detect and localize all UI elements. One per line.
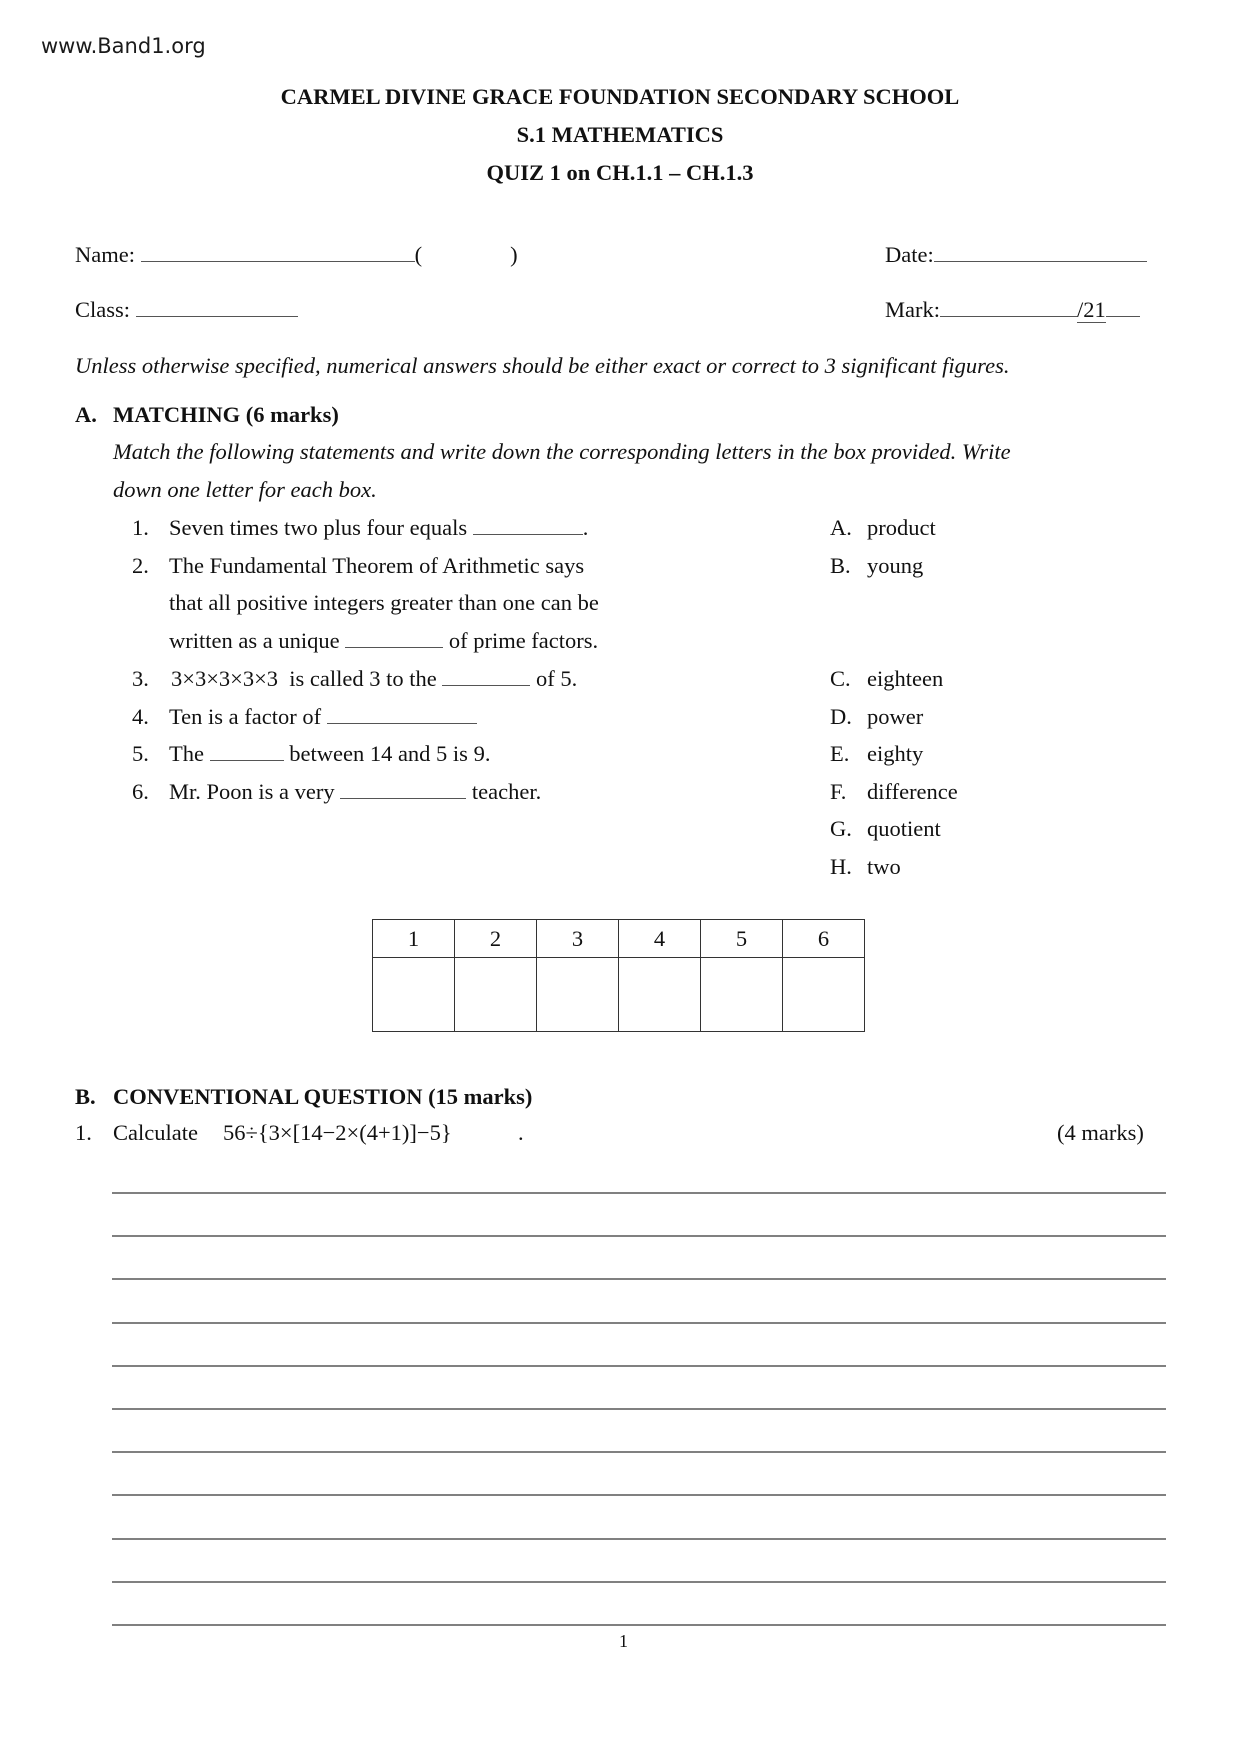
date-label: Date:: [885, 242, 934, 267]
question-1-text: [169, 517, 588, 540]
option-h-word: two: [867, 854, 901, 879]
option-d-letter: D.: [830, 704, 852, 729]
option-e-word: eighty: [867, 741, 924, 766]
option-f-word: difference: [867, 779, 958, 804]
question-3-expression: 3×3×3×3×3: [171, 666, 279, 691]
mark-field-row: [885, 299, 1140, 322]
answer-box-2[interactable]: [455, 958, 537, 1032]
question-5-blank: [210, 759, 284, 761]
option-b: [830, 553, 924, 578]
question-1-number: 1.: [132, 515, 149, 540]
answer-line[interactable]: [112, 1322, 1166, 1324]
question-3-stem: is called 3 to the: [289, 666, 437, 691]
answer-table-header: 3: [537, 920, 619, 958]
question-4-number: 4.: [132, 704, 149, 729]
option-c: [830, 666, 944, 691]
class-number-close-paren: ): [510, 242, 518, 267]
question-6-end: teacher.: [471, 779, 542, 804]
question-2-line-3: [169, 630, 598, 653]
question-1-blank: [473, 533, 583, 535]
question-2-stem: written as a unique: [169, 628, 340, 653]
answer-table-box-row: [373, 958, 865, 1032]
page-number: 1: [619, 1631, 628, 1651]
answer-line[interactable]: [112, 1192, 1166, 1194]
general-instruction: Unless otherwise specified, numerical answers should be either exact or correct to 3 significant figures.: [75, 353, 1010, 378]
section-b-heading: [75, 1084, 533, 1109]
question-3-blank: [442, 684, 530, 686]
question-2-line-2: that all positive integers greater than one can be: [169, 590, 599, 615]
name-label: Name:: [75, 242, 135, 267]
question-3-number: 3.: [132, 666, 149, 691]
section-a-letter: A.: [75, 402, 97, 427]
question-6-stem: Mr. Poon is a very: [169, 779, 335, 804]
question-4-blank: [327, 722, 477, 724]
option-g-letter: G.: [830, 816, 852, 841]
date-input-line[interactable]: [934, 260, 1147, 262]
section-b-q1-number: 1.: [75, 1120, 92, 1145]
question-2-number: 2.: [132, 553, 149, 578]
section-b-title: CONVENTIONAL QUESTION (15 marks): [113, 1084, 533, 1109]
answer-line[interactable]: [112, 1494, 1166, 1496]
mark-label: Mark:: [885, 297, 940, 322]
option-b-letter: B.: [830, 553, 851, 578]
section-b-q1-expression: 56÷{3×[14−2×(4+1)]−5}: [223, 1120, 452, 1145]
school-name: CARMEL DIVINE GRACE FOUNDATION SECONDARY SCHOOL: [280, 84, 960, 109]
class-label: Class:: [75, 297, 131, 322]
answer-table-header: 5: [701, 920, 783, 958]
answer-line[interactable]: [112, 1235, 1166, 1237]
option-h-letter: H.: [830, 854, 852, 879]
answer-box-5[interactable]: [701, 958, 783, 1032]
answer-line[interactable]: [112, 1538, 1166, 1540]
subject-title: S.1 MATHEMATICS: [516, 122, 724, 147]
section-b-question-1: [75, 1120, 524, 1145]
question-2-end: of prime factors.: [448, 628, 599, 653]
section-a-instruction-line-2: down one letter for each box.: [113, 477, 377, 502]
answer-box-6[interactable]: [783, 958, 865, 1032]
answer-table-header: 2: [455, 920, 537, 958]
quiz-title: QUIZ 1 on CH.1.1 – CH.1.3: [486, 160, 754, 185]
section-b-q1-period: .: [518, 1120, 524, 1145]
answer-line[interactable]: [112, 1451, 1166, 1453]
question-5-stem: The: [169, 741, 204, 766]
option-a: [830, 515, 936, 540]
option-g-word: quotient: [867, 816, 941, 841]
class-input-line[interactable]: [136, 315, 298, 317]
watermark-logo-text: www.Band1.org: [41, 34, 206, 58]
question-4-text: [169, 706, 477, 729]
question-5-text: [169, 743, 490, 766]
question-5-number: 5.: [132, 741, 149, 766]
answer-table-header-row: [373, 920, 865, 958]
answer-line[interactable]: [112, 1624, 1166, 1626]
section-b-q1-prompt: Calculate: [113, 1120, 198, 1145]
option-c-letter: C.: [830, 666, 851, 691]
answer-line[interactable]: [112, 1365, 1166, 1367]
answer-table-header: 4: [619, 920, 701, 958]
section-a-title: MATCHING (6 marks): [113, 402, 339, 427]
answer-box-3[interactable]: [537, 958, 619, 1032]
name-input-line[interactable]: [141, 260, 415, 262]
question-1-end: .: [582, 515, 589, 540]
class-number-open-paren: (: [414, 242, 423, 267]
question-2-blank: [345, 646, 443, 648]
option-f: [830, 779, 958, 804]
option-e: [830, 741, 924, 766]
class-field-row: [75, 299, 298, 322]
question-3-text: [171, 668, 577, 691]
question-3-end: of 5.: [535, 666, 578, 691]
answer-line[interactable]: [112, 1408, 1166, 1410]
option-h: [830, 854, 901, 879]
name-field-row: [75, 244, 518, 267]
option-b-word: young: [867, 553, 924, 578]
question-5-end: between 14 and 5 is 9.: [289, 741, 491, 766]
answer-box-4[interactable]: [619, 958, 701, 1032]
option-a-word: product: [867, 515, 936, 540]
section-a-heading: [75, 402, 339, 427]
section-a-instruction-line-1: Match the following statements and write down the corresponding letters in the box provided. Write: [113, 439, 1011, 464]
question-6-number: 6.: [132, 779, 149, 804]
option-f-letter: F.: [830, 779, 847, 804]
mark-total: /21: [1077, 297, 1106, 322]
question-2-line-1: The Fundamental Theorem of Arithmetic says: [169, 553, 585, 578]
answer-line[interactable]: [112, 1278, 1166, 1280]
option-g: [830, 816, 941, 841]
matching-answer-table: [372, 919, 865, 1032]
answer-line[interactable]: [112, 1581, 1166, 1583]
option-a-letter: A.: [830, 515, 852, 540]
option-e-letter: E.: [830, 741, 850, 766]
question-6-text: [169, 781, 541, 804]
option-d: [830, 704, 924, 729]
mark-trailing-line: [1106, 315, 1140, 317]
answer-table-header: 6: [783, 920, 865, 958]
section-b-q1-marks: (4 marks): [1057, 1120, 1144, 1145]
answer-box-1[interactable]: [373, 958, 455, 1032]
date-field-row: [885, 244, 1147, 267]
mark-input-line[interactable]: [940, 315, 1077, 317]
question-1-stem: Seven times two plus four equals: [169, 515, 468, 540]
section-b-letter: B.: [75, 1084, 96, 1109]
question-4-stem: Ten is a factor of: [169, 704, 322, 729]
question-6-blank: [340, 797, 466, 799]
answer-table-header: 1: [373, 920, 455, 958]
option-d-word: power: [867, 704, 924, 729]
option-c-word: eighteen: [867, 666, 944, 691]
